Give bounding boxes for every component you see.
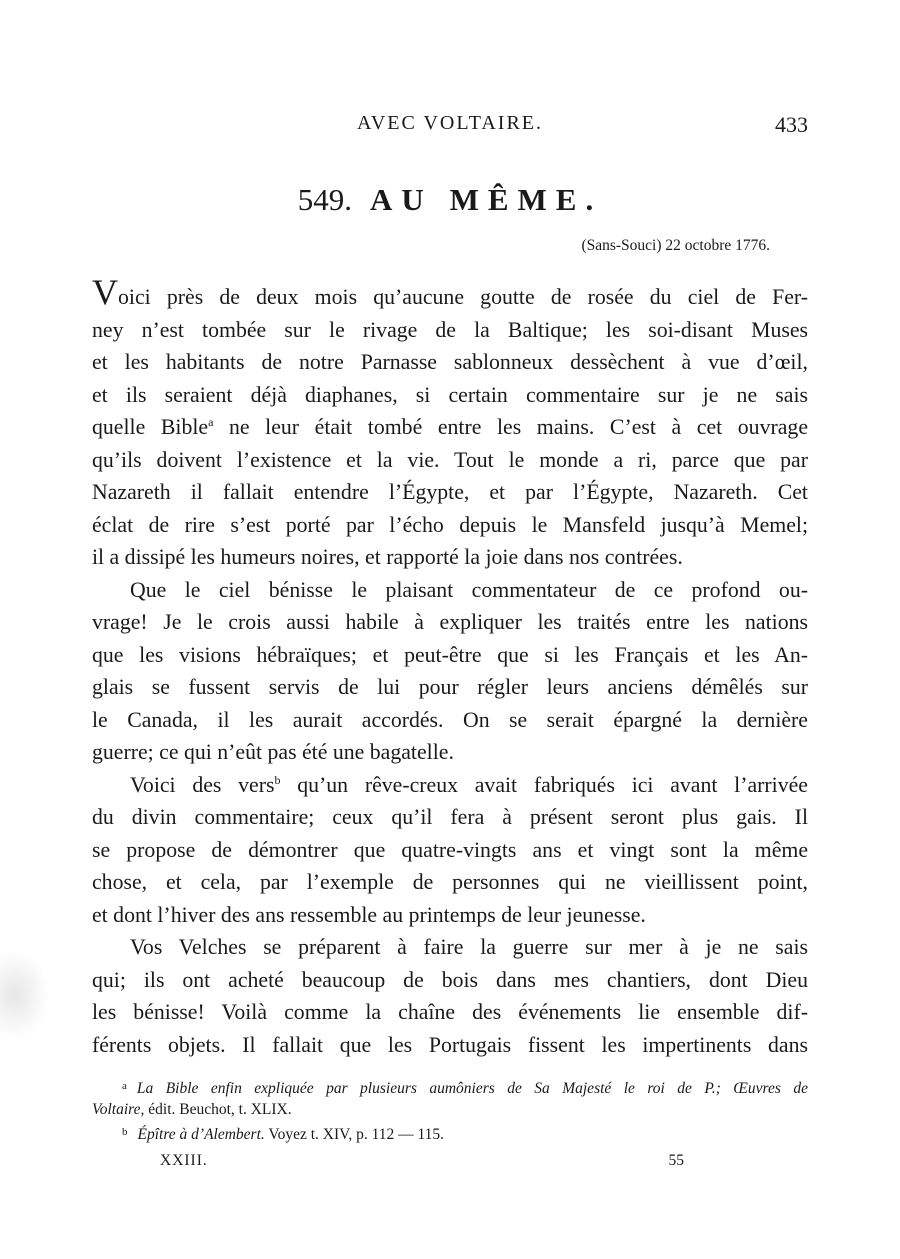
line-text: ney n’est tombée sur le rivage de la Baltique; les soi-disant Muses: [92, 317, 808, 342]
line-text: férents objets. Il fallait que les Portugais fissent les impertinents dans: [92, 1032, 808, 1057]
line-text: Nazareth il fallait entendre l’Égypte, et par l’Égypte, Nazareth. Cet: [92, 480, 808, 504]
text-line: [92, 964, 808, 997]
footnote-b-citation: Épître à d’Alembert.: [137, 1126, 265, 1143]
paragraph: [92, 272, 808, 574]
footnote-a-line-1: [92, 1075, 808, 1098]
text-line: [92, 671, 808, 704]
line-text: chose, et cela, par l’exemple de personnes qui ne vieillissent point,: [92, 870, 808, 894]
text-line: [92, 639, 808, 672]
line-text: éclat de rire s’est porté par l’écho depuis le Mansfeld jusqu’à Memel;: [92, 512, 808, 537]
drop-cap: V: [92, 272, 118, 312]
line-text: qu’un rêve-creux avait fabriqués ici avant l’arrivée: [280, 772, 808, 797]
letter-body: [92, 272, 808, 1061]
line-text: oici près de deux mois qu’aucune goutte de rosée du ciel de Fer-: [118, 285, 808, 309]
text-line: [92, 272, 808, 314]
footnote-a-citation: La Bible enfin expliquée par plusieurs aumôniers de Sa Majesté le roi de P.; Œuvres de: [136, 1080, 808, 1097]
text-line: [92, 866, 808, 899]
letter-number: 549.: [297, 182, 353, 217]
line-text: qu’ils doivent l’existence et la vie. Tout le monde a ri, parce que par: [92, 447, 808, 472]
text-line: [92, 996, 808, 1029]
line-text: Que le ciel bénisse le plaisant commentateur de ce profond ou-: [130, 577, 808, 602]
footnote-a-author: Voltaire,: [92, 1101, 145, 1118]
line-text: le Canada, il les aurait accordés. On se serait épargné la dernière: [92, 707, 808, 732]
page-number: 433: [775, 112, 808, 137]
line-text: et les habitants de notre Parnasse sablonneux dessèchent à vue d’œil,: [92, 350, 808, 374]
text-line: [92, 769, 808, 802]
text-line: [92, 704, 808, 737]
footnote-marker-a: a: [122, 1080, 127, 1092]
line-text: guerre; ce qui n’eût pas été une bagatelle.: [92, 740, 454, 764]
line-text: se propose de démontrer que quatre-vingts ans et vingt sont la même: [92, 837, 808, 862]
paragraph: [92, 769, 808, 932]
text-line: [92, 736, 808, 769]
line-text: et ils seraient déjà diaphanes, si certain commentaire sur je ne sais: [92, 382, 808, 407]
text-line: [92, 899, 808, 932]
letter-dateline: (Sans-Souci) 22 octobre 1776.: [581, 237, 770, 254]
running-head-title: AVEC VOLTAIRE.: [356, 112, 544, 134]
text-line: [92, 931, 808, 964]
line-text: qui; ils ont acheté beaucoup de bois dans mes chantiers, dont Dieu: [92, 967, 808, 992]
line-text: Vos Velches se préparent à faire la guerre sur mer à je ne sais: [130, 935, 808, 959]
paragraph: [92, 574, 808, 769]
line-text: glais se fussent servis de lui pour régler leurs anciens démêlés sur: [92, 675, 808, 699]
footnote-a-edition: édit. Beuchot, t. XLIX.: [144, 1101, 292, 1118]
footnotes: [92, 1075, 808, 1144]
paragraph: [92, 931, 808, 1061]
line-text: ne leur était tombé entre les mains. C’est à cet ouvrage: [213, 415, 808, 439]
line-text: vrage! Je le crois aussi habile à expliquer les traités entre les nations: [92, 610, 808, 634]
running-head: [92, 112, 808, 142]
sheet-number: 55: [668, 1152, 684, 1169]
signature-line: [160, 1152, 720, 1174]
text-line: [92, 314, 808, 347]
text-line: [92, 1029, 808, 1062]
footnote-reference[interactable]: a: [208, 415, 214, 429]
footnote-reference[interactable]: b: [274, 772, 281, 787]
line-text: quelle Bible: [92, 415, 209, 439]
text-line: [92, 509, 808, 542]
text-line: [92, 541, 808, 574]
text-line: [92, 606, 808, 639]
text-line: [92, 574, 808, 607]
letter-heading: [0, 182, 900, 218]
line-text: les bénisse! Voilà comme la chaîne des événements lie ensemble dif-: [92, 1000, 808, 1024]
line-text: du divin commentaire; ceux qu’il fera à présent seront plus gais. Il: [92, 805, 808, 829]
margin-stain: [0, 950, 50, 1040]
line-text: Voici des vers: [130, 772, 275, 797]
text-line: [92, 476, 808, 509]
line-text: que les visions hébraïques; et peut-être que si les Français et les An-: [92, 642, 808, 667]
footnote-marker-b: b: [122, 1126, 128, 1138]
letter-title: AU MÊME.: [370, 182, 603, 217]
footnote-a-line-2: [92, 1098, 808, 1121]
text-line: [92, 834, 808, 867]
text-line: [92, 411, 808, 444]
text-line: [92, 444, 808, 477]
footnote-b-reference: Voyez t. XIV, p. 112 — 115.: [264, 1126, 445, 1143]
line-text: il a dissipé les humeurs noires, et rapporté la joie dans nos contrées.: [92, 545, 683, 569]
footnote-b: [92, 1121, 808, 1144]
line-text: et dont l’hiver des ans ressemble au printemps de leur jeunesse.: [92, 902, 646, 927]
text-line: [92, 379, 808, 412]
volume-signature: XXIII.: [160, 1152, 208, 1169]
text-line: [92, 801, 808, 834]
text-line: [92, 346, 808, 379]
